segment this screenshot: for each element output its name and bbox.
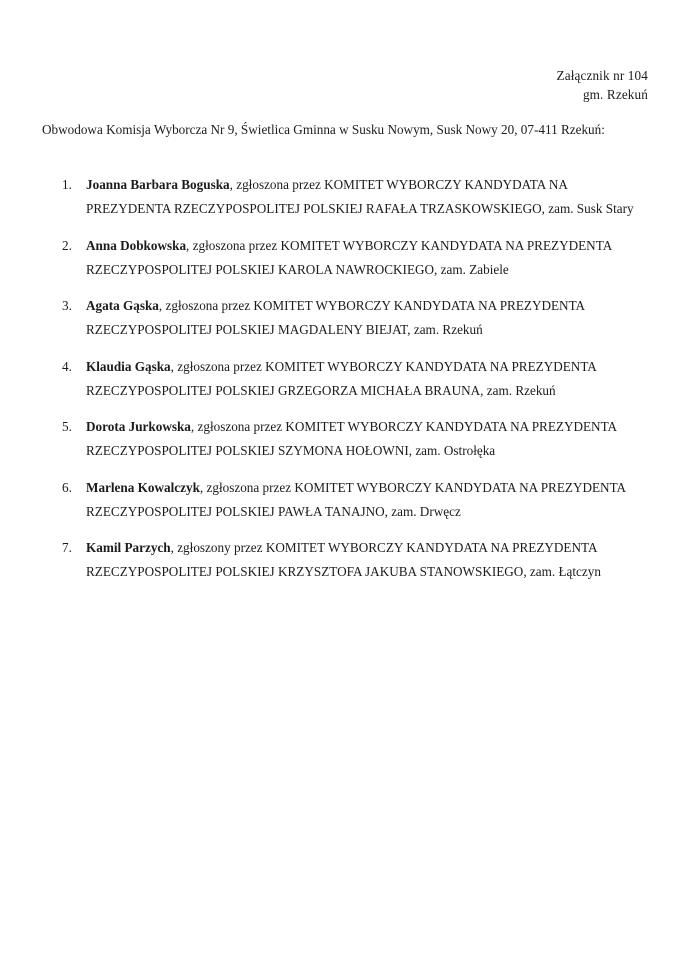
member-number: 3. [62,298,72,313]
committee-heading: Obwodowa Komisja Wyborcza Nr 9, Świetlica Gminna w Susku Nowym, Susk Nowy 20, 07-411 Rzekuń: [42,122,605,137]
member-list-item [42,234,642,282]
member-number: 4. [62,358,72,374]
member-name: Agata Gąska [86,298,159,313]
municipality-label: gm. Rzekuń [582,87,648,102]
member-nomination-text: , zgłoszona przez KOMITET WYBORCZY KANDYDATA NA PREZYDENTA RZECZYPOSPOLITEJ POLSKIEJ RAFAŁA TRZASKOWSKIEGO, zam. Susk Stary [86,177,634,216]
member-name: Klaudia Gąska [86,358,171,374]
member-list-item [42,536,642,584]
member-nomination-text: , zgłoszona przez KOMITET WYBORCZY KANDYDATA NA PREZYDENTA RZECZYPOSPOLITEJ POLSKIEJ KAROLA NAWROCKIEGO, zam. Zabiele [86,237,612,277]
member-name: Kamil Parzych [86,540,171,555]
member-nomination-text: , zgłoszona przez KOMITET WYBORCZY KANDYDATA NA PREZYDENTA RZECZYPOSPOLITEJ POLSKIEJ GRZEGORZA MICHAŁA BRAUNA, zam. Rzekuń [86,358,597,398]
member-nomination-text: , zgłoszona przez KOMITET WYBORCZY KANDYDATA NA PREZYDENTA RZECZYPOSPOLITEJ POLSKIEJ PAWŁA TANAJNO, zam. Drwęcz [86,479,626,519]
member-number: 6. [62,479,72,495]
member-name: Marlena Kowalczyk [86,479,200,495]
member-number: 7. [62,540,72,555]
member-name: Anna Dobkowska [86,237,187,253]
member-nomination-text: , zgłoszona przez KOMITET WYBORCZY KANDYDATA NA PREZYDENTA RZECZYPOSPOLITEJ POLSKIEJ MAGDALENY BIEJAT, zam. Rzekuń [86,298,585,337]
member-list-item [42,173,642,221]
document-header-block [557,66,648,104]
member-name: Dorota Jurkowska [86,419,191,434]
member-number: 1. [62,177,72,192]
member-number: 5. [62,419,72,434]
attachment-label: Załącznik nr 104 [556,68,648,83]
member-list-item [42,294,642,342]
member-list-item [42,415,642,463]
member-nomination-text: , zgłoszony przez KOMITET WYBORCZY KANDYDATA NA PREZYDENTA RZECZYPOSPOLITEJ POLSKIEJ KRZYSZTOFA JAKUBA STANOWSKIEGO, zam. Łątczyn [86,540,601,579]
member-nomination-text: , zgłoszona przez KOMITET WYBORCZY KANDYDATA NA PREZYDENTA RZECZYPOSPOLITEJ POLSKIEJ SZYMONA HOŁOWNI, zam. Ostrołęka [86,419,617,458]
member-list [42,173,642,584]
member-name: Joanna Barbara Boguska [86,177,230,192]
member-list-item [42,476,642,524]
member-number: 2. [62,237,72,253]
member-list-item [42,355,642,403]
